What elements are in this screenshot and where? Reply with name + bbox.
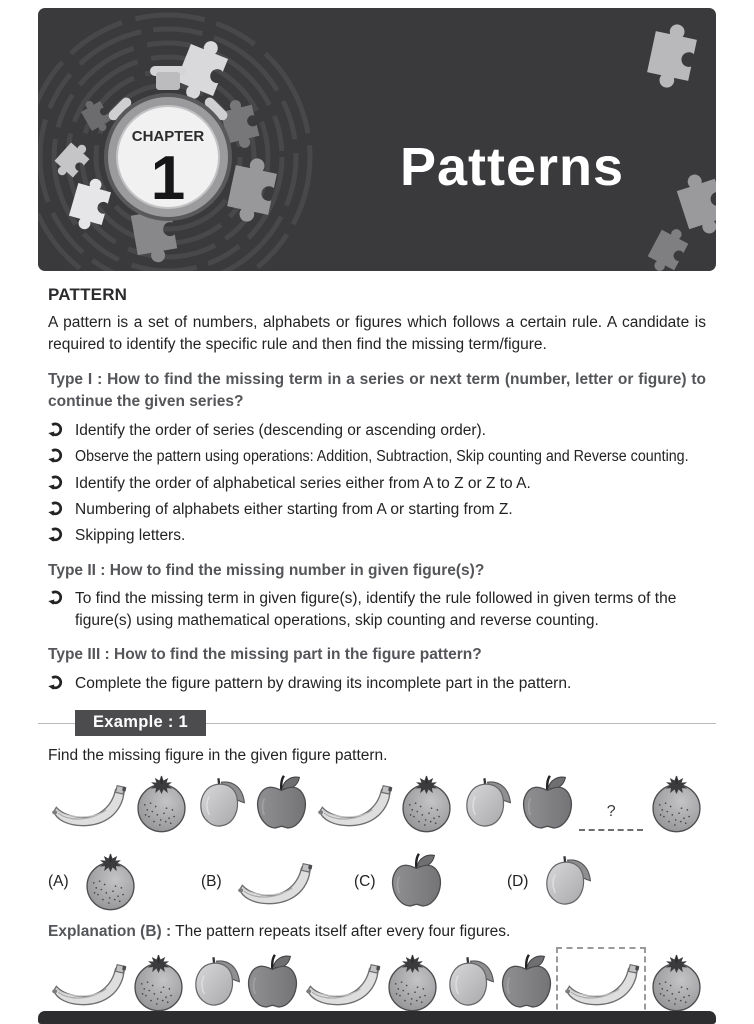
list-item — [48, 499, 706, 520]
option-a — [48, 851, 201, 913]
option-fruit — [388, 852, 445, 911]
orange-icon — [647, 773, 706, 835]
mango-icon — [443, 954, 498, 1011]
circular-arrow-bullet-icon — [48, 448, 63, 463]
type1-bullets — [48, 420, 706, 547]
chapter-label: CHAPTER — [131, 128, 205, 145]
list-item — [48, 446, 706, 467]
answer-sequence-row — [48, 947, 706, 1019]
option-label: (A) — [48, 872, 69, 890]
option-label: (C) — [353, 872, 376, 890]
apple-icon — [244, 953, 301, 1012]
banana-icon — [234, 856, 314, 908]
option-d — [507, 851, 660, 913]
type3-bullets — [48, 673, 706, 694]
apple-icon — [498, 953, 555, 1012]
option-b — [201, 851, 354, 913]
circular-arrow-bullet-icon — [48, 675, 63, 690]
footer-bar — [38, 1011, 716, 1024]
chapter-number: 1 — [150, 144, 186, 213]
mango-icon — [189, 954, 244, 1011]
bullet-text: Identify the order of series (descending or ascending order). — [75, 421, 486, 439]
apple-icon — [253, 774, 310, 833]
banana-icon — [48, 957, 128, 1009]
list-item — [48, 525, 706, 546]
orange-icon — [129, 952, 188, 1014]
orange-icon — [647, 952, 706, 1014]
mango-icon — [540, 853, 595, 910]
apple-icon — [388, 852, 445, 911]
section-heading: PATTERN — [48, 285, 128, 304]
bullet-text: Observe the pattern using operations: Addition, Subtraction, Skip counting and Reverse counting. — [75, 448, 689, 466]
circular-arrow-bullet-icon — [48, 527, 63, 542]
type2-heading: Type II : How to find the missing number in given figure(s)? — [48, 561, 485, 579]
chapter-header — [38, 8, 716, 271]
explanation-text: The pattern repeats itself after every four figures. — [175, 922, 511, 940]
bullet-text: To find the missing term in given figure(s), identify the rule followed in given terms of the figure(s) using mathematical operations, skip counting and reverse counting. — [75, 590, 677, 629]
circular-arrow-bullet-icon — [48, 501, 63, 516]
orange-icon — [383, 952, 442, 1014]
type3-heading: Type III : How to find the missing part in the figure pattern? — [48, 646, 482, 664]
options-row — [48, 851, 660, 913]
circular-arrow-bullet-icon — [48, 590, 63, 605]
dashed-answer-line — [579, 829, 643, 831]
bullet-text: Numbering of alphabets either starting from A or starting from Z. — [75, 501, 513, 519]
orange-icon — [132, 773, 191, 835]
option-c — [354, 851, 507, 913]
circular-arrow-bullet-icon — [48, 475, 63, 490]
type1-heading: Type I : How to find the missing term in a series or next term (number, letter or figure) to continue the given series? — [48, 371, 706, 411]
option-fruit — [540, 853, 595, 910]
mango-icon — [460, 775, 515, 832]
mango-icon — [194, 775, 249, 832]
question-mark: ? — [606, 802, 616, 820]
bullet-text: Identify the order of alphabetical series either from A to Z or Z to A. — [75, 474, 531, 492]
page-content — [0, 271, 754, 1019]
answer-highlight-box — [556, 947, 646, 1019]
banana-icon — [314, 778, 394, 830]
pattern-sequence-row — [48, 771, 706, 837]
list-item — [48, 473, 706, 494]
explanation-label: Explanation (B) : — [48, 922, 172, 940]
list-item — [48, 673, 706, 694]
option-label: (D) — [506, 872, 529, 890]
bullet-text: Complete the figure pattern by drawing its incomplete part in the pattern. — [75, 674, 572, 692]
type2-bullets — [48, 588, 706, 631]
example-question: Find the missing figure in the given figure pattern. — [48, 746, 388, 764]
page-title: Patterns — [399, 137, 625, 197]
list-item — [48, 420, 706, 441]
option-label: (B) — [200, 872, 222, 890]
banana-icon — [48, 778, 128, 830]
example-badge: Example : 1 — [75, 710, 206, 736]
banana-icon — [561, 957, 641, 1009]
intro-paragraph: A pattern is a set of numbers, alphabets or figures which follows a certain rule. A candidate is required to identify the specific rule and then find the missing term/figure. — [48, 314, 706, 353]
bullet-text: Skipping letters. — [75, 527, 186, 545]
orange-icon — [397, 773, 456, 835]
orange-icon — [81, 851, 140, 913]
apple-icon — [519, 774, 576, 833]
example-header — [48, 710, 706, 737]
banana-icon — [302, 957, 382, 1009]
option-fruit — [234, 856, 314, 908]
list-item — [48, 588, 706, 631]
missing-figure-slot — [579, 771, 643, 837]
explanation-line — [48, 923, 706, 941]
option-fruit — [81, 851, 140, 913]
circular-arrow-bullet-icon — [48, 422, 63, 437]
